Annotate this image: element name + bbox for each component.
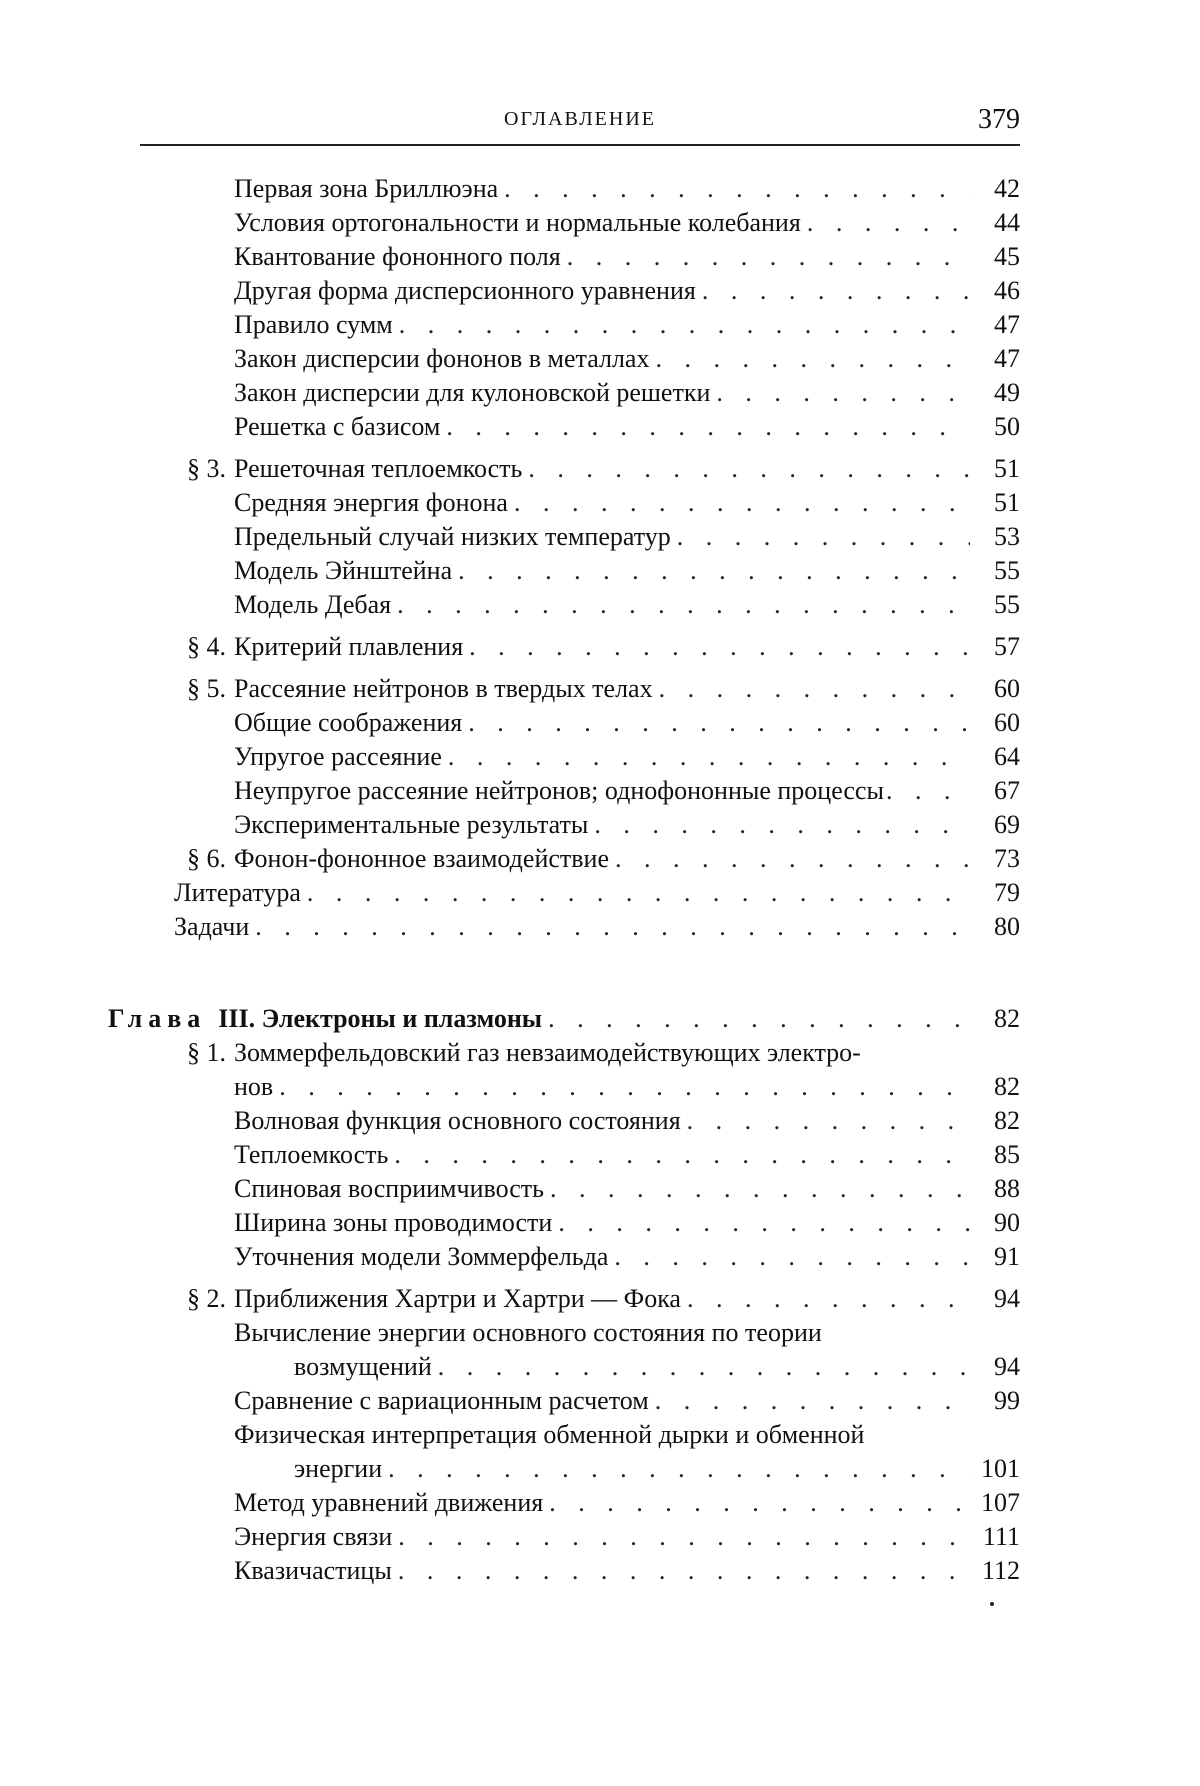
toc-label: III. Электроны и плазмоны bbox=[218, 1004, 543, 1033]
toc-label: Средняя энергия фонона bbox=[234, 488, 508, 517]
toc-label: Спиновая восприимчивость bbox=[234, 1174, 544, 1203]
dot-leader bbox=[504, 172, 970, 206]
dot-leader bbox=[550, 1172, 970, 1206]
toc-label: Литература bbox=[174, 878, 301, 907]
toc-entry bbox=[120, 1104, 1020, 1138]
toc-page-number: 50 bbox=[994, 412, 1020, 441]
toc-entry-continued bbox=[120, 1070, 1020, 1104]
dot-leader bbox=[558, 1206, 970, 1240]
toc-label: Приближения Хартри и Хартри — Фока bbox=[234, 1284, 681, 1313]
toc-label: Рассеяние нейтронов в твердых телах bbox=[234, 674, 653, 703]
toc-section bbox=[120, 630, 1020, 664]
toc-section bbox=[120, 452, 1020, 486]
running-title: ОГЛАВЛЕНИЕ bbox=[504, 108, 656, 130]
toc-entry bbox=[120, 1554, 1020, 1588]
dot-leader bbox=[394, 1138, 970, 1172]
toc-entry bbox=[120, 588, 1020, 622]
toc-label: Квазичастицы bbox=[234, 1556, 392, 1585]
toc-page-number: 82 bbox=[994, 1106, 1020, 1135]
dot-leader bbox=[549, 1486, 970, 1520]
toc-page-number: 57 bbox=[994, 632, 1020, 661]
dot-leader bbox=[458, 554, 970, 588]
toc-entry bbox=[120, 486, 1020, 520]
dot-leader bbox=[448, 740, 970, 774]
toc-section bbox=[120, 1036, 1020, 1070]
toc-entry bbox=[120, 1520, 1020, 1554]
dot-leader bbox=[677, 520, 970, 554]
toc-page-number: 51 bbox=[994, 454, 1020, 483]
dot-leader bbox=[594, 808, 970, 842]
dot-leader bbox=[279, 1070, 970, 1104]
toc-entry bbox=[120, 554, 1020, 588]
toc-entry bbox=[120, 410, 1020, 444]
toc-entry bbox=[120, 342, 1020, 376]
toc-page-number: 64 bbox=[994, 742, 1020, 771]
toc-page-number: 49 bbox=[994, 378, 1020, 407]
toc-page-number: 51 bbox=[994, 488, 1020, 517]
dot-leader bbox=[514, 486, 970, 520]
toc-section bbox=[120, 672, 1020, 706]
toc-label: возмущений bbox=[294, 1352, 432, 1381]
toc-label: Энергия связи bbox=[234, 1522, 393, 1551]
toc-page-number: 47 bbox=[994, 344, 1020, 373]
toc-entry bbox=[120, 1316, 1020, 1350]
toc-label: Зоммерфельдовский газ невзаимодействующих электро- bbox=[234, 1038, 861, 1067]
dot-leader bbox=[468, 706, 970, 740]
toc-label: нов bbox=[234, 1072, 274, 1101]
toc-label: Теплоемкость bbox=[234, 1140, 389, 1169]
toc-section bbox=[120, 1282, 1020, 1316]
toc-label: Решеточная теплоемкость bbox=[234, 454, 523, 483]
toc-page-number: 60 bbox=[994, 708, 1020, 737]
toc-entry bbox=[120, 1172, 1020, 1206]
toc-entry bbox=[120, 274, 1020, 308]
toc-label: Предельный случай низких температур bbox=[234, 522, 671, 551]
toc-page-number: 69 bbox=[994, 810, 1020, 839]
toc-page-number: 73 bbox=[994, 844, 1020, 873]
toc-entry bbox=[120, 774, 1020, 808]
toc-page-number: 80 bbox=[994, 912, 1020, 941]
toc-page-number: 82 bbox=[994, 1072, 1020, 1101]
dot-leader bbox=[469, 630, 970, 664]
toc-entry bbox=[120, 308, 1020, 342]
toc-label: Закон дисперсии для кулоновской решетки bbox=[234, 378, 711, 407]
toc-page-number: 60 bbox=[994, 674, 1020, 703]
toc-entry bbox=[120, 706, 1020, 740]
toc-entry bbox=[120, 1486, 1020, 1520]
toc-page-number: 45 bbox=[994, 242, 1020, 271]
dot-leader bbox=[446, 410, 970, 444]
toc-label: Упругое рассеяние bbox=[234, 742, 442, 771]
dot-leader bbox=[397, 588, 970, 622]
dot-leader bbox=[655, 342, 970, 376]
toc-entry-continued bbox=[120, 1350, 1020, 1384]
dot-leader bbox=[615, 842, 970, 876]
section-marker: § 1. bbox=[187, 1038, 226, 1067]
dot-leader bbox=[807, 206, 970, 240]
toc-page-number: 107 bbox=[981, 1488, 1020, 1517]
toc-page-number: 79 bbox=[994, 878, 1020, 907]
dot-leader bbox=[702, 274, 970, 308]
dot-leader bbox=[687, 1104, 970, 1138]
toc-page-number: 42 bbox=[994, 174, 1020, 203]
dot-leader bbox=[716, 376, 970, 410]
dot-leader bbox=[548, 1002, 970, 1036]
toc-label: Условия ортогональности и нормальные колебания bbox=[234, 208, 801, 237]
toc-page-number: 82 bbox=[994, 1004, 1020, 1033]
toc-label: Задачи bbox=[174, 912, 250, 941]
dot-leader bbox=[614, 1240, 970, 1274]
dot-leader bbox=[886, 774, 974, 808]
toc-label: Другая форма дисперсионного уравнения bbox=[234, 276, 696, 305]
toc-page-number: 67 bbox=[994, 776, 1020, 805]
section-marker: § 4. bbox=[187, 632, 226, 661]
toc-entry bbox=[120, 1240, 1020, 1274]
dot-leader bbox=[655, 1384, 970, 1418]
toc-page-number: 46 bbox=[994, 276, 1020, 305]
toc-entry bbox=[120, 520, 1020, 554]
toc-entry-tasks bbox=[120, 910, 1020, 944]
toc-entry bbox=[120, 740, 1020, 774]
section-marker: § 3. bbox=[187, 454, 226, 483]
dot-leader bbox=[388, 1452, 970, 1486]
toc-label: Закон дисперсии фононов в металлах bbox=[234, 344, 650, 373]
dot-leader bbox=[307, 876, 970, 910]
toc-entry bbox=[120, 1384, 1020, 1418]
toc-page-number: 53 bbox=[994, 522, 1020, 551]
toc-page-number: 94 bbox=[994, 1352, 1020, 1381]
toc-section bbox=[120, 842, 1020, 876]
toc-label: Модель Эйнштейна bbox=[234, 556, 453, 585]
toc-page-number: 88 bbox=[994, 1174, 1020, 1203]
dot-leader bbox=[398, 1554, 970, 1588]
section-marker: § 6. bbox=[187, 844, 226, 873]
toc-label: энергии bbox=[294, 1454, 383, 1483]
dot-leader bbox=[399, 308, 970, 342]
toc-label: Экспериментальные результаты bbox=[234, 810, 589, 839]
table-of-contents bbox=[108, 172, 1020, 1588]
toc-label: Метод уравнений движения bbox=[234, 1488, 544, 1517]
toc-label: Квантование фононного поля bbox=[234, 242, 561, 271]
toc-page-number: 55 bbox=[994, 590, 1020, 619]
toc-label: Правило сумм bbox=[234, 310, 393, 339]
toc-page-number: 47 bbox=[994, 310, 1020, 339]
section-marker: § 2. bbox=[187, 1284, 226, 1313]
dot-leader bbox=[398, 1520, 970, 1554]
toc-entry bbox=[120, 1206, 1020, 1240]
toc-entry bbox=[120, 172, 1020, 206]
toc-entry-literature bbox=[120, 876, 1020, 910]
toc-page-number: 91 bbox=[994, 1242, 1020, 1271]
toc-label: Глава bbox=[108, 1004, 207, 1033]
section-marker: § 5. bbox=[187, 674, 226, 703]
toc-entry bbox=[120, 240, 1020, 274]
toc-entry bbox=[120, 808, 1020, 842]
toc-label: Уточнения модели Зоммерфельда bbox=[234, 1242, 609, 1271]
toc-label: Первая зона Бриллюэна bbox=[234, 174, 499, 203]
toc-page-number: 44 bbox=[994, 208, 1020, 237]
page-header bbox=[140, 104, 1020, 146]
toc-page-number: 55 bbox=[994, 556, 1020, 585]
toc-label: Общие соображения bbox=[234, 708, 463, 737]
toc-page-number: 99 bbox=[994, 1386, 1020, 1415]
dot-leader bbox=[687, 1282, 970, 1316]
dot-leader bbox=[528, 452, 970, 486]
dot-leader bbox=[438, 1350, 970, 1384]
toc-page-number: 85 bbox=[994, 1140, 1020, 1169]
toc-label: Физическая интерпретация обменной дырки и обменной bbox=[234, 1420, 865, 1449]
toc-label: Вычисление энергии основного состояния по теории bbox=[234, 1318, 822, 1347]
toc-label: Ширина зоны проводимости bbox=[234, 1208, 553, 1237]
toc-label: Неупругое рассеяние нейтронов; однофононные процессы bbox=[234, 776, 884, 805]
dot-leader bbox=[659, 672, 970, 706]
dot-leader bbox=[567, 240, 970, 274]
toc-label: Модель Дебая bbox=[234, 590, 392, 619]
toc-label: Волновая функция основного состояния bbox=[234, 1106, 681, 1135]
toc-label: Критерий плавления bbox=[234, 632, 464, 661]
toc-page-number: 90 bbox=[994, 1208, 1020, 1237]
toc-page-number: 94 bbox=[994, 1284, 1020, 1313]
toc-entry bbox=[120, 376, 1020, 410]
toc-label: Фонон-фононное взаимодействие bbox=[234, 844, 609, 873]
toc-entry bbox=[120, 206, 1020, 240]
toc-chapter bbox=[108, 1002, 1020, 1036]
toc-page-number: 112 bbox=[981, 1556, 1020, 1585]
toc-page-number: 101 bbox=[981, 1454, 1020, 1483]
toc-entry bbox=[120, 1418, 1020, 1452]
page-number: 379 bbox=[978, 104, 1020, 135]
toc-entry bbox=[120, 1138, 1020, 1172]
toc-label: Сравнение с вариационным расчетом bbox=[234, 1386, 649, 1415]
toc-entry-continued bbox=[120, 1452, 1020, 1486]
toc-page-number: 111 bbox=[982, 1522, 1020, 1551]
toc-label: Решетка с базисом bbox=[234, 412, 441, 441]
dot-leader bbox=[255, 910, 970, 944]
print-speck bbox=[990, 1602, 994, 1606]
